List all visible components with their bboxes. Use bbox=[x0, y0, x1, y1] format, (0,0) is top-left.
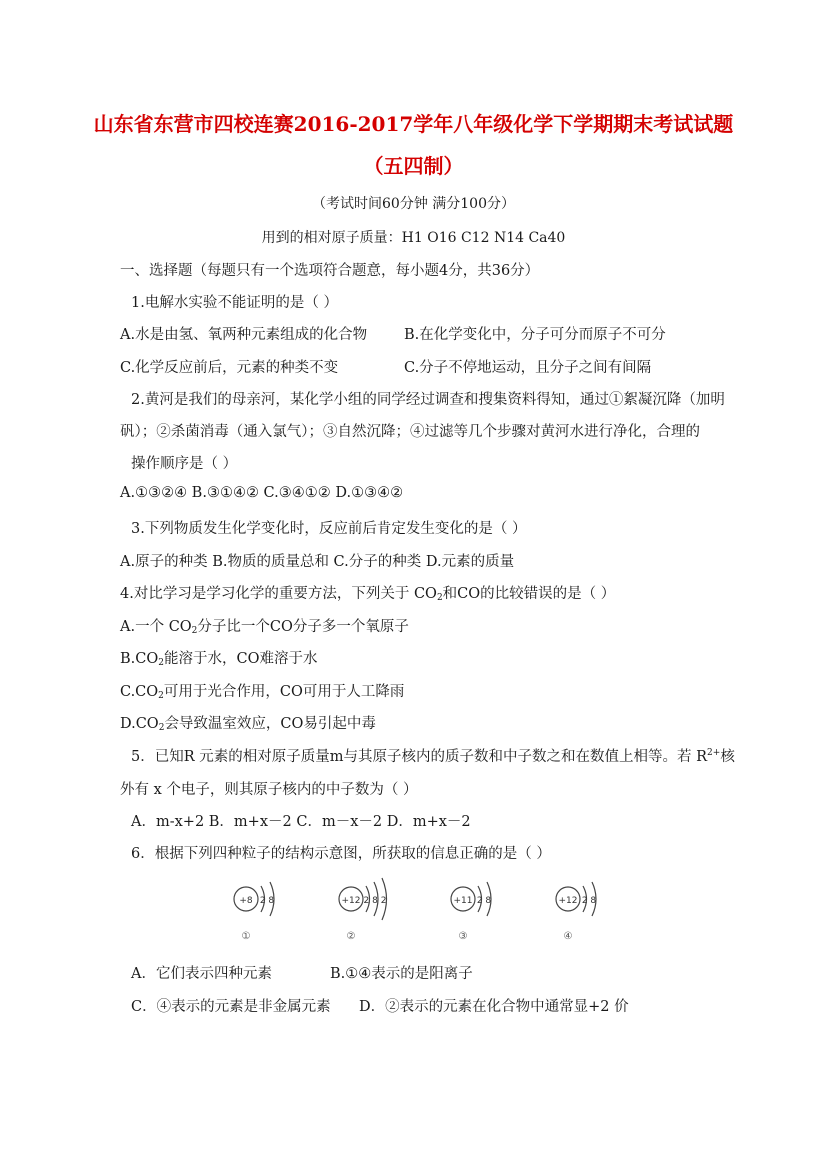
diagram-label: ③ bbox=[458, 931, 468, 942]
nucleus-label: +12 bbox=[341, 896, 361, 906]
question-6-option-b: B.①④表示的是阳离子 bbox=[330, 966, 473, 982]
nucleus-label: +12 bbox=[558, 896, 578, 906]
question-1-option-d: C.分子不停地运动，且分子之间有间隔 bbox=[404, 360, 652, 376]
question-3-stem: 3.下列物质发生化学变化时，反应前后肯定发生变化的是（ ） bbox=[131, 521, 527, 537]
diagram-label: ① bbox=[241, 931, 251, 942]
question-1-stem: 1.电解水实验不能证明的是（ ） bbox=[131, 295, 338, 311]
nucleus-label: +8 bbox=[239, 896, 253, 906]
question-4-option-c: $C.CO_2$可用于光合作用，CO可用于人工降雨 bbox=[120, 684, 405, 701]
diagram-label: ④ bbox=[563, 931, 573, 942]
question-6-option-c: C．④表示的元素是非金属元素 bbox=[131, 999, 331, 1015]
question-4-option-d: $D.CO_2$会导致温室效应，CO易引起中毒 bbox=[120, 716, 376, 733]
question-2-line-2: 矾）；②杀菌消毒（通入氯气）；③自然沉降；④过滤等几个步骤对黄河水进行净化，合理的 bbox=[120, 424, 700, 440]
atom-diagram-2 bbox=[333, 873, 403, 945]
atomic-masses: 用到的相对原子质量：H1 O16 C12 N14 Ca40 bbox=[261, 230, 566, 246]
question-4-option-b: $B.CO_2$能溶于水，CO难溶于水 bbox=[120, 651, 318, 668]
question-1-option-a: A.水是由氢、氧两种元素组成的化合物 bbox=[120, 327, 368, 343]
atom-diagram-3 bbox=[445, 873, 515, 945]
question-5-options: A．m-x+2 B．m+x－2 C．m－x－2 D．m+x－2 bbox=[131, 814, 471, 830]
question-5-line-1: 5．已知R 元素的相对原子质量m与其原子核内的质子数和中子数之和在数值上相等。若 $R^{2+}$核 bbox=[131, 748, 735, 765]
page-subtitle: （五四制） bbox=[363, 154, 464, 178]
diagram-label: ② bbox=[346, 931, 356, 942]
atom-diagram-1 bbox=[228, 873, 298, 945]
question-6-stem: 6．根据下列四种粒子的结构示意图，所获取的信息正确的是（ ） bbox=[131, 846, 551, 862]
section-heading: 一、选择题（每题只有一个选项符合题意，每小题4分，共36分） bbox=[120, 263, 540, 279]
page-title: 山东省东营市四校连赛2016-2017学年八年级化学下学期期末考试试题 bbox=[93, 112, 734, 136]
shell-electrons: 2 8 bbox=[259, 896, 275, 906]
question-2-line-1: 2.黄河是我们的母亲河，某化学小组的同学经过调查和搜集资料得知，通过①絮凝沉降（加明 bbox=[131, 392, 725, 408]
atom-diagram-4 bbox=[550, 873, 620, 945]
question-4-stem: 4.对比学习是学习化学的重要方法，下列关于 $CO_2$和CO的比较错误的是（ ） bbox=[120, 586, 616, 603]
nucleus-label: +11 bbox=[453, 896, 473, 906]
question-3-options: A.原子的种类 B.物质的质量总和 C.分子的种类 D.元素的质量 bbox=[120, 554, 515, 570]
shell-electrons: 2 8 bbox=[476, 896, 492, 906]
question-6-option-a: A．它们表示四种元素 bbox=[131, 966, 272, 982]
shell-electrons: 2 8 2 bbox=[363, 896, 387, 906]
question-2-options: A.①③②④ B.③①④② C.③④①② D.①③④② bbox=[120, 485, 404, 501]
question-2-line-3: 操作顺序是（ ） bbox=[131, 456, 238, 472]
atomic-structure-diagrams bbox=[228, 873, 608, 945]
question-1-option-c: C.化学反应前后，元素的种类不变 bbox=[120, 360, 339, 376]
question-6-option-d: D．②表示的元素在化合物中通常显+2 价 bbox=[359, 999, 629, 1015]
exam-info: （考试时间60分钟 满分100分） bbox=[312, 196, 515, 212]
shell-electrons: 2 8 bbox=[581, 896, 597, 906]
question-1-option-b: B.在化学变化中，分子可分而原子不可分 bbox=[404, 327, 666, 343]
question-4-option-a: A.一个 $CO_2$分子比一个CO分子多一个氧原子 bbox=[120, 619, 409, 636]
question-5-line-2: 外有 x 个电子，则其原子核内的中子数为（ ） bbox=[120, 782, 418, 798]
